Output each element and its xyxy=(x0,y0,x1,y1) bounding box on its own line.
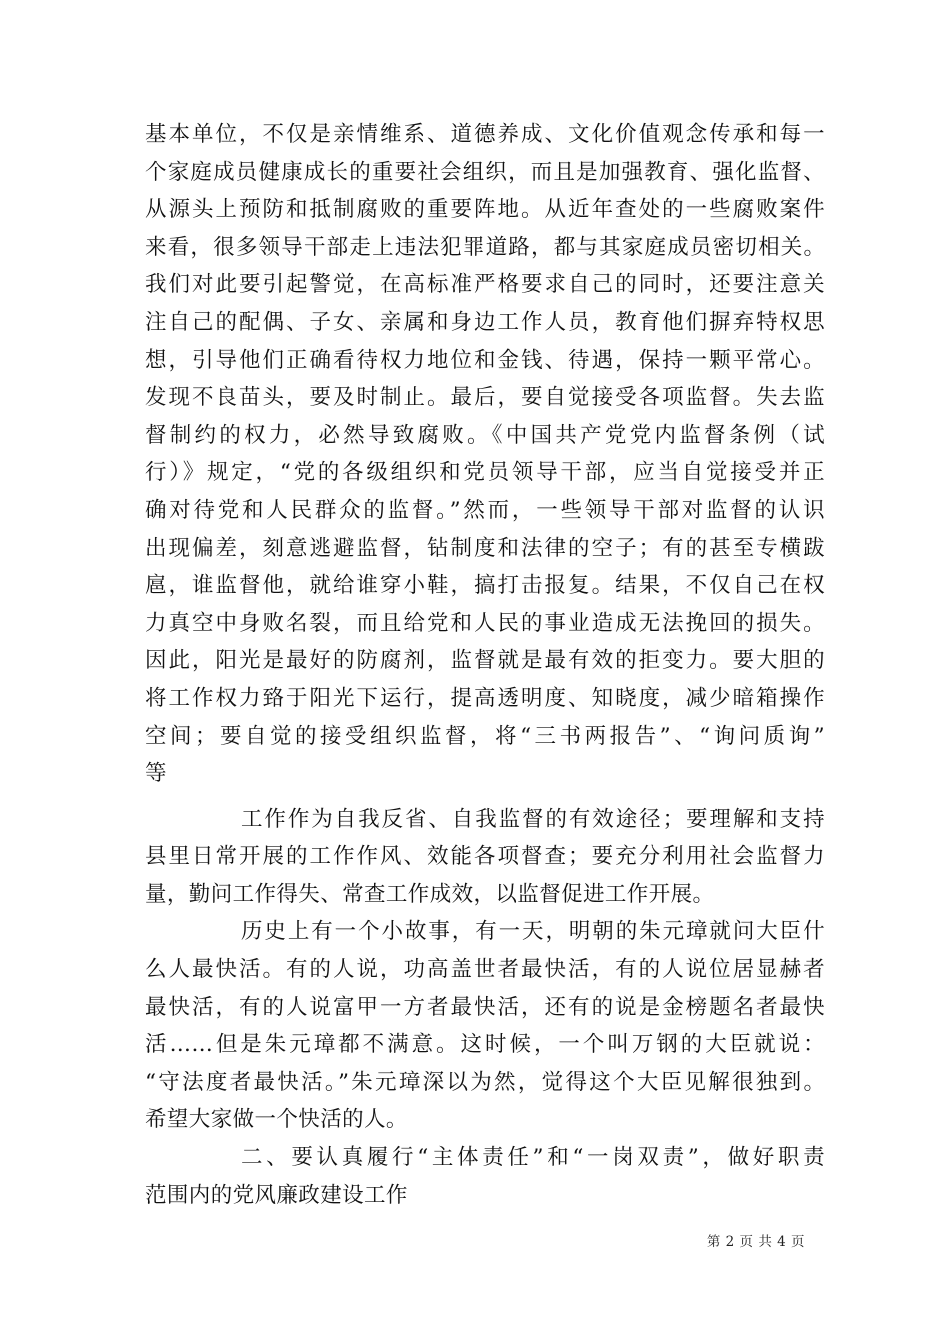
text-line: 行）》规定，“党的各级组织和党员领导干部，应当自觉接受并正 xyxy=(145,460,825,486)
text-line: 因此，阳光是最好的防腐剂，监督就是最有效的拒变力。要大胆的 xyxy=(145,648,825,674)
text-line: 个家庭成员健康成长的重要社会组织，而且是加强教育、强化监督、 xyxy=(145,159,825,185)
paragraph-first-line: 工作作为自我反省、自我监督的有效途径；要理解和支持 xyxy=(241,806,825,832)
text-line: 督制约的权力，必然导致腐败。《中国共产党党内监督条例（试 xyxy=(145,422,825,448)
text-line: 县里日常开展的工作作风、效能各项督查；要充分利用社会监督力 xyxy=(145,844,825,870)
text-line: 将工作权力臵于阳光下运行，提高透明度、知晓度，减少暗箱操作 xyxy=(145,685,825,711)
text-line: 我们对此要引起警觉，在高标准严格要求自己的同时，还要注意关 xyxy=(145,272,825,298)
text-line: 最快活，有的人说富甲一方者最快活，还有的说是金榜题名者最快 xyxy=(145,994,825,1020)
text-line: 注自己的配偶、子女、亲属和身边工作人员，教育他们摒弃特权思 xyxy=(145,309,825,335)
text-line: 扈，谁监督他，就给谁穿小鞋，搞打击报复。结果，不仅自己在权 xyxy=(145,573,825,599)
text-line: 发现不良苗头，要及时制止。最后，要自觉接受各项监督。失去监 xyxy=(145,385,825,411)
text-line: 来看，很多领导干部走上违法犯罪道路，都与其家庭成员密切相关。 xyxy=(145,234,825,260)
text-line: 希望大家做一个快活的人。 xyxy=(145,1107,408,1133)
text-line: 量，勤问工作得失、常查工作成效，以监督促进工作开展。 xyxy=(145,881,715,907)
text-line: 想，引导他们正确看待权力地位和金钱、待遇，保持一颗平常心。 xyxy=(145,347,825,373)
text-line: 从源头上预防和抵制腐败的重要阵地。从近年查处的一些腐败案件 xyxy=(145,197,825,223)
document-body xyxy=(145,116,825,1214)
page-number: 第 2 页 共 4 页 xyxy=(706,1234,805,1250)
text-line: 活……但是朱元璋都不满意。这时候，一个叫万钢的大臣就说： xyxy=(145,1032,825,1058)
paragraph-first-line: 历史上有一个小故事，有一天，明朝的朱元璋就问大臣什 xyxy=(241,919,825,945)
text-line: 么人最快活。有的人说，功高盖世者最快活，有的人说位居显赫者 xyxy=(145,957,825,983)
text-line: 确对待党和人民群众的监督。”然而，一些领导干部对监督的认识 xyxy=(145,497,825,523)
section-heading-line: 二、要认真履行“主体责任”和“一岗双责”，做好职责 xyxy=(241,1145,825,1171)
paragraph-gap xyxy=(145,793,825,801)
text-line: 基本单位，不仅是亲情维系、道德养成、文化价值观念传承和每一 xyxy=(145,122,825,147)
section-heading-line: 范围内的党风廉政建设工作 xyxy=(145,1182,408,1208)
text-line: 等 xyxy=(145,761,167,787)
text-line: 力真空中身败名裂，而且给党和人民的事业造成无法挽回的损失。 xyxy=(145,610,825,636)
text-line: “守法度者最快活。”朱元璋深以为然，觉得这个大臣见解很独到。 xyxy=(145,1069,825,1095)
text-line: 出现偏差，刻意逃避监督，钻制度和法律的空子；有的甚至专横跋 xyxy=(145,535,825,561)
text-line: 空间；要自觉的接受组织监督，将“三书两报告”、“询问质询” xyxy=(145,723,825,749)
